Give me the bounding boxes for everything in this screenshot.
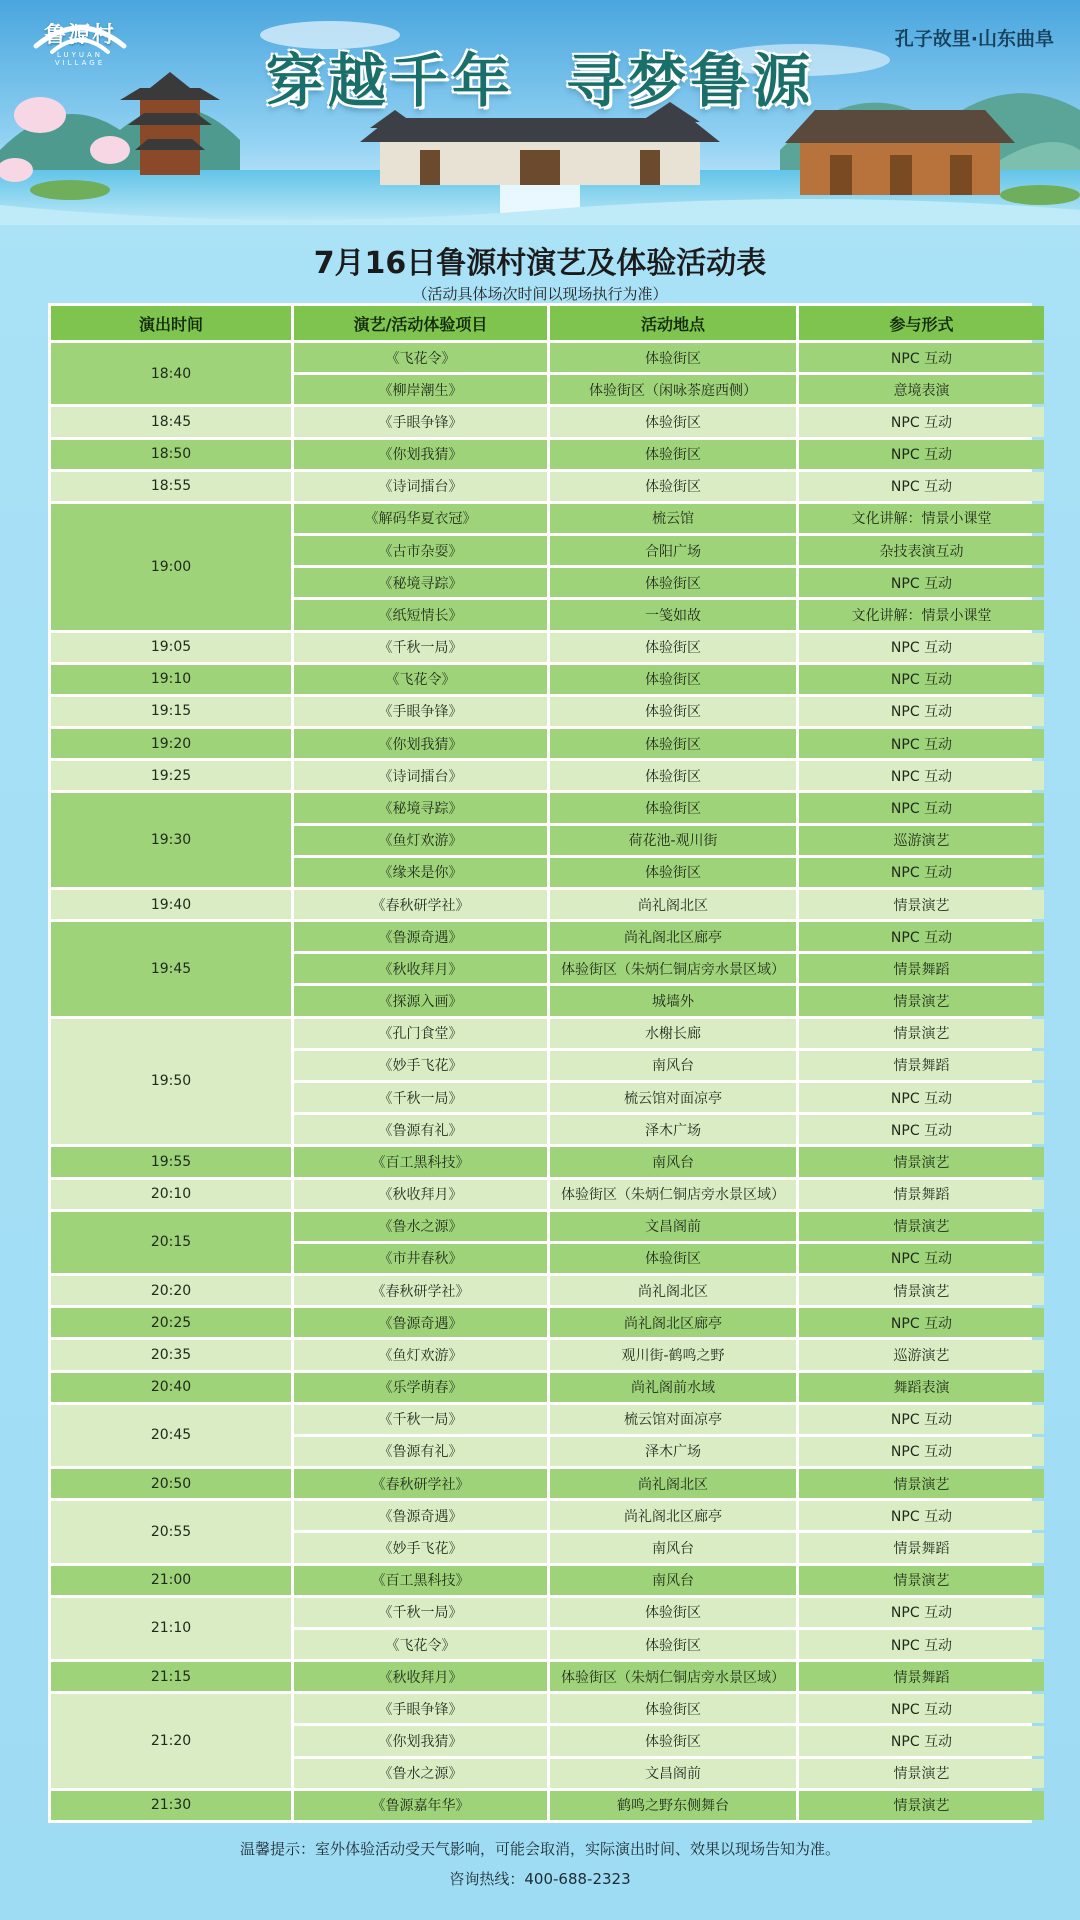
activity-cell: 《解码华夏衣冠》 [294,504,547,533]
location-cell: 荷花池-观川街 [550,826,796,855]
activity-cell: 《妙手飞花》 [294,1533,547,1562]
activity-cell: 《孔门食堂》 [294,1019,547,1048]
location-cell: 尚礼阁北区 [550,1469,796,1498]
location-cell: 尚礼阁北区廊亭 [550,922,796,951]
format-cell: NPC 互动 [799,793,1044,822]
location-cell: 体验街区 [550,665,796,694]
page-subtitle: （活动具体场次时间以现场执行为准） [412,285,668,303]
activity-cell: 《百工黑科技》 [294,1147,547,1176]
format-cell: 情景演艺 [799,1791,1044,1820]
time-cell: 19:45 [51,922,291,1016]
format-cell: NPC 互动 [799,1083,1044,1112]
activity-cell: 《秘境寻踪》 [294,793,547,822]
time-cell: 20:10 [51,1180,291,1209]
activity-cell: 《手眼争锋》 [294,407,547,436]
activity-cell: 《探源入画》 [294,986,547,1015]
location-cell: 体验街区 [550,343,796,372]
location-cell: 体验街区 [550,440,796,469]
format-cell: 情景演艺 [799,1212,1044,1241]
location-cell: 尚礼阁北区 [550,1276,796,1305]
location-cell: 梳云馆 [550,504,796,533]
weather-notice: 温馨提示：室外体验活动受天气影响，可能会取消，实际演出时间、效果以现场告知为准。 [239,1840,840,1858]
activity-cell: 《鲁源有礼》 [294,1115,547,1144]
activity-cell: 《纸短情长》 [294,600,547,629]
activity-cell: 《春秋研学社》 [294,1469,547,1498]
location-cell: 梳云馆对面凉亭 [550,1083,796,1112]
time-cell: 21:30 [51,1791,291,1820]
format-cell: 文化讲解：情景小课堂 [799,504,1044,533]
location-cell: 泽木广场 [550,1115,796,1144]
activity-cell: 《千秋一局》 [294,1405,547,1434]
column-header: 演艺/活动体验项目 [294,306,547,340]
format-cell: 舞蹈表演 [799,1373,1044,1402]
activity-cell: 《飞花令》 [294,1630,547,1659]
column-header: 演出时间 [51,306,291,340]
time-cell: 18:40 [51,343,291,404]
activity-cell: 《诗词擂台》 [294,472,547,501]
location-cell: 体验街区 [550,1630,796,1659]
format-cell: 情景演艺 [799,890,1044,919]
location-cell: 体验街区 [550,1598,796,1627]
schedule-table [48,303,1032,1823]
activity-cell: 《秘境寻踪》 [294,568,547,597]
location-cell: 文昌阁前 [550,1759,796,1788]
location-cell: 体验街区 [550,697,796,726]
time-cell: 19:25 [51,761,291,790]
format-cell: NPC 互动 [799,1244,1044,1273]
activity-cell: 《鲁源奇遇》 [294,1308,547,1337]
format-cell: 情景演艺 [799,1759,1044,1788]
time-cell: 19:20 [51,729,291,758]
activity-cell: 《手眼争锋》 [294,1694,547,1723]
format-cell: 情景演艺 [799,1147,1044,1176]
logo-subtitle: LUYUAN VILLAGE [54,51,106,67]
activity-cell: 《春秋研学社》 [294,890,547,919]
location-cell: 水榭长廊 [550,1019,796,1048]
activity-cell: 《秋收拜月》 [294,1180,547,1209]
time-cell: 21:00 [51,1566,291,1595]
activity-cell: 《鲁水之源》 [294,1212,547,1241]
format-cell: 情景演艺 [799,1019,1044,1048]
time-cell: 18:55 [51,472,291,501]
slogan: 穿越千年 寻梦鲁源 [265,47,815,115]
location-cell: 体验街区 [550,1694,796,1723]
format-cell: 文化讲解：情景小课堂 [799,600,1044,629]
format-cell: NPC 互动 [799,568,1044,597]
activity-cell: 《秋收拜月》 [294,1662,547,1691]
format-cell: 情景舞蹈 [799,1662,1044,1691]
format-cell: NPC 互动 [799,761,1044,790]
format-cell: NPC 互动 [799,1405,1044,1434]
location-cell: 体验街区 [550,472,796,501]
location-cell: 尚礼阁北区 [550,890,796,919]
location-cell: 鹤鸣之野东侧舞台 [550,1791,796,1820]
time-cell: 19:55 [51,1147,291,1176]
time-cell: 21:15 [51,1662,291,1691]
header-banner [0,0,1080,225]
location-cell: 体验街区（朱炳仁铜店旁水景区域） [550,1180,796,1209]
location-cell: 体验街区 [550,729,796,758]
time-cell: 21:20 [51,1694,291,1788]
activity-cell: 《缘来是你》 [294,858,547,887]
format-cell: 情景舞蹈 [799,1180,1044,1209]
format-cell: NPC 互动 [799,1437,1044,1466]
activity-cell: 《秋收拜月》 [294,954,547,983]
activity-cell: 《你划我猜》 [294,729,547,758]
activity-cell: 《鲁源奇遇》 [294,922,547,951]
activity-cell: 《鲁水之源》 [294,1759,547,1788]
location-cell: 南风台 [550,1147,796,1176]
location-cell: 合阳广场 [550,536,796,565]
activity-cell: 《千秋一局》 [294,633,547,662]
format-cell: NPC 互动 [799,1501,1044,1530]
time-cell: 20:40 [51,1373,291,1402]
location-cell: 体验街区（闲咏茶庭西侧） [550,375,796,404]
time-cell: 19:15 [51,697,291,726]
time-cell: 18:45 [51,407,291,436]
activity-cell: 《你划我猜》 [294,440,547,469]
location-cell: 南风台 [550,1051,796,1080]
location-cell: 体验街区（朱炳仁铜店旁水景区域） [550,1662,796,1691]
format-cell: 情景舞蹈 [799,954,1044,983]
location-cell: 泽木广场 [550,1437,796,1466]
location-cell: 尚礼阁北区廊亭 [550,1501,796,1530]
activity-cell: 《柳岸潮生》 [294,375,547,404]
activity-cell: 《你划我猜》 [294,1726,547,1755]
format-cell: 意境表演 [799,375,1044,404]
format-cell: NPC 互动 [799,343,1044,372]
column-header: 参与形式 [799,306,1044,340]
hotline: 咨询热线：400-688-2323 [449,1870,631,1888]
format-cell: 情景舞蹈 [799,1533,1044,1562]
format-cell: NPC 互动 [799,1630,1044,1659]
format-cell: NPC 互动 [799,1726,1044,1755]
format-cell: NPC 互动 [799,922,1044,951]
time-cell: 18:50 [51,440,291,469]
time-cell: 19:05 [51,633,291,662]
logo-name: 鲁源村 [43,23,116,48]
activity-cell: 《鱼灯欢游》 [294,826,547,855]
activity-cell: 《市井春秋》 [294,1244,547,1273]
time-cell: 19:40 [51,890,291,919]
location-cell: 体验街区 [550,1726,796,1755]
time-cell: 20:15 [51,1212,291,1273]
location-cell: 城墙外 [550,986,796,1015]
format-cell: NPC 互动 [799,472,1044,501]
activity-cell: 《飞花令》 [294,343,547,372]
format-cell: NPC 互动 [799,1115,1044,1144]
activity-cell: 《千秋一局》 [294,1083,547,1112]
format-cell: 巡游演艺 [799,826,1044,855]
time-cell: 19:00 [51,504,291,630]
time-cell: 19:30 [51,793,291,887]
format-cell: 情景演艺 [799,1566,1044,1595]
time-cell: 19:50 [51,1019,291,1145]
column-header: 活动地点 [550,306,796,340]
activity-cell: 《鱼灯欢游》 [294,1340,547,1369]
format-cell: NPC 互动 [799,407,1044,436]
location-cell: 南风台 [550,1533,796,1562]
time-cell: 20:55 [51,1501,291,1562]
activity-cell: 《鲁源有礼》 [294,1437,547,1466]
activity-cell: 《千秋一局》 [294,1598,547,1627]
activity-cell: 《古市杂耍》 [294,536,547,565]
location-cell: 体验街区 [550,1244,796,1273]
activity-cell: 《飞花令》 [294,665,547,694]
location-cell: 南风台 [550,1566,796,1595]
format-cell: 情景演艺 [799,1276,1044,1305]
location-cell: 观川街-鹤鸣之野 [550,1340,796,1369]
format-cell: 情景舞蹈 [799,1051,1044,1080]
activity-cell: 《春秋研学社》 [294,1276,547,1305]
format-cell: 情景演艺 [799,1469,1044,1498]
location-cell: 体验街区 [550,568,796,597]
format-cell: NPC 互动 [799,729,1044,758]
location-cell: 体验街区 [550,858,796,887]
location-cell: 体验街区 [550,793,796,822]
time-cell: 20:20 [51,1276,291,1305]
location-cell: 体验街区 [550,407,796,436]
format-cell: NPC 互动 [799,697,1044,726]
format-cell: 巡游演艺 [799,1340,1044,1369]
location-cell: 梳云馆对面凉亭 [550,1405,796,1434]
format-cell: NPC 互动 [799,665,1044,694]
activity-cell: 《诗词擂台》 [294,761,547,790]
format-cell: NPC 互动 [799,633,1044,662]
format-cell: NPC 互动 [799,1308,1044,1337]
location-cell: 一笺如故 [550,600,796,629]
activity-cell: 《妙手飞花》 [294,1051,547,1080]
activity-cell: 《手眼争锋》 [294,697,547,726]
format-cell: 杂技表演互动 [799,536,1044,565]
time-cell: 21:10 [51,1598,291,1659]
activity-cell: 《鲁源奇遇》 [294,1501,547,1530]
format-cell: NPC 互动 [799,440,1044,469]
activity-cell: 《乐学萌春》 [294,1373,547,1402]
activity-cell: 《鲁源嘉年华》 [294,1791,547,1820]
format-cell: 情景演艺 [799,986,1044,1015]
time-cell: 20:25 [51,1308,291,1337]
time-cell: 20:45 [51,1405,291,1466]
location-cell: 体验街区 [550,633,796,662]
location-cell: 尚礼阁前水域 [550,1373,796,1402]
location-cell: 体验街区（朱炳仁铜店旁水景区域） [550,954,796,983]
location-cell: 尚礼阁北区廊亭 [550,1308,796,1337]
format-cell: NPC 互动 [799,858,1044,887]
format-cell: NPC 互动 [799,1598,1044,1627]
time-cell: 20:50 [51,1469,291,1498]
location-tag: 孔子故里·山东曲阜 [894,28,1054,50]
time-cell: 19:10 [51,665,291,694]
location-cell: 体验街区 [550,761,796,790]
time-cell: 20:35 [51,1340,291,1369]
page-title: 7月16日鲁源村演艺及体验活动表 [313,246,767,281]
activity-cell: 《百工黑科技》 [294,1566,547,1595]
format-cell: NPC 互动 [799,1694,1044,1723]
location-cell: 文昌阁前 [550,1212,796,1241]
